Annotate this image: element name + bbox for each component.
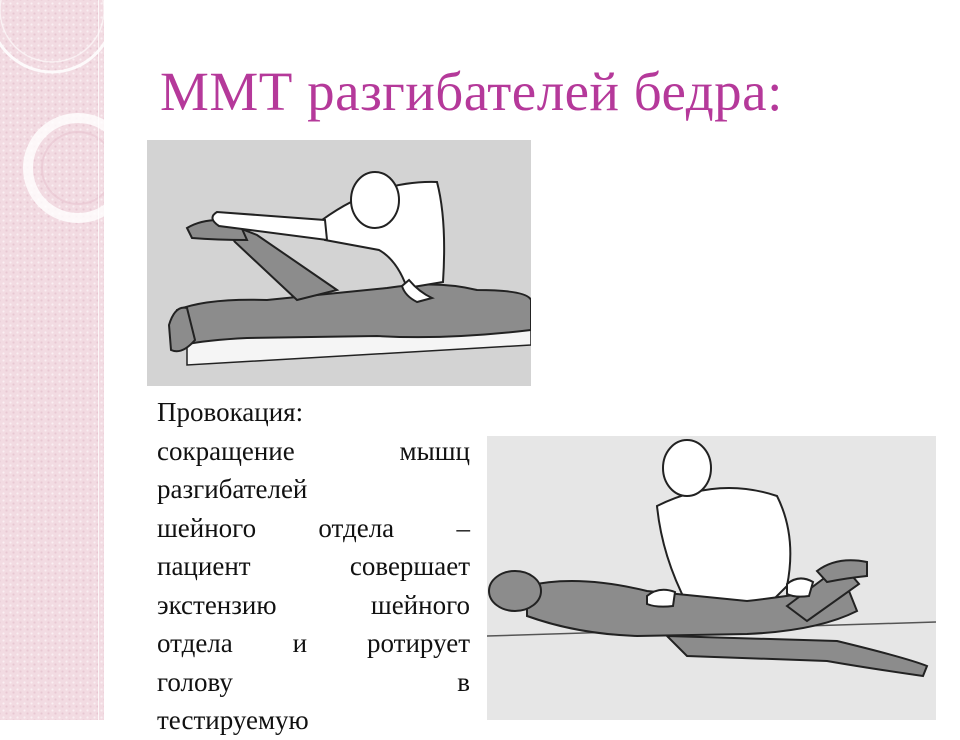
illustration-provocation-test bbox=[487, 436, 936, 720]
illustration-hip-extension-test bbox=[147, 140, 531, 386]
decorative-rings bbox=[0, 0, 106, 720]
description-text bbox=[157, 393, 470, 740]
decorative-side-panel bbox=[0, 0, 106, 720]
text-line: пациент совершает bbox=[157, 551, 470, 581]
text-line: разгибателей bbox=[157, 474, 308, 504]
text-line: Провокация: bbox=[157, 397, 304, 427]
text-line: голову в bbox=[157, 666, 470, 697]
text-line: экстензию шейного bbox=[157, 589, 470, 620]
text-line: отдела и ротирует bbox=[157, 628, 470, 658]
text-line: шейного отдела – bbox=[157, 512, 470, 543]
text-line: сокращение мышц bbox=[157, 435, 470, 466]
panel-divider-thin bbox=[98, 0, 99, 720]
panel-divider bbox=[104, 0, 106, 720]
text-line: тестируемую bbox=[157, 705, 309, 735]
slide-title: ММТ разгибателей бедра: bbox=[160, 61, 783, 122]
